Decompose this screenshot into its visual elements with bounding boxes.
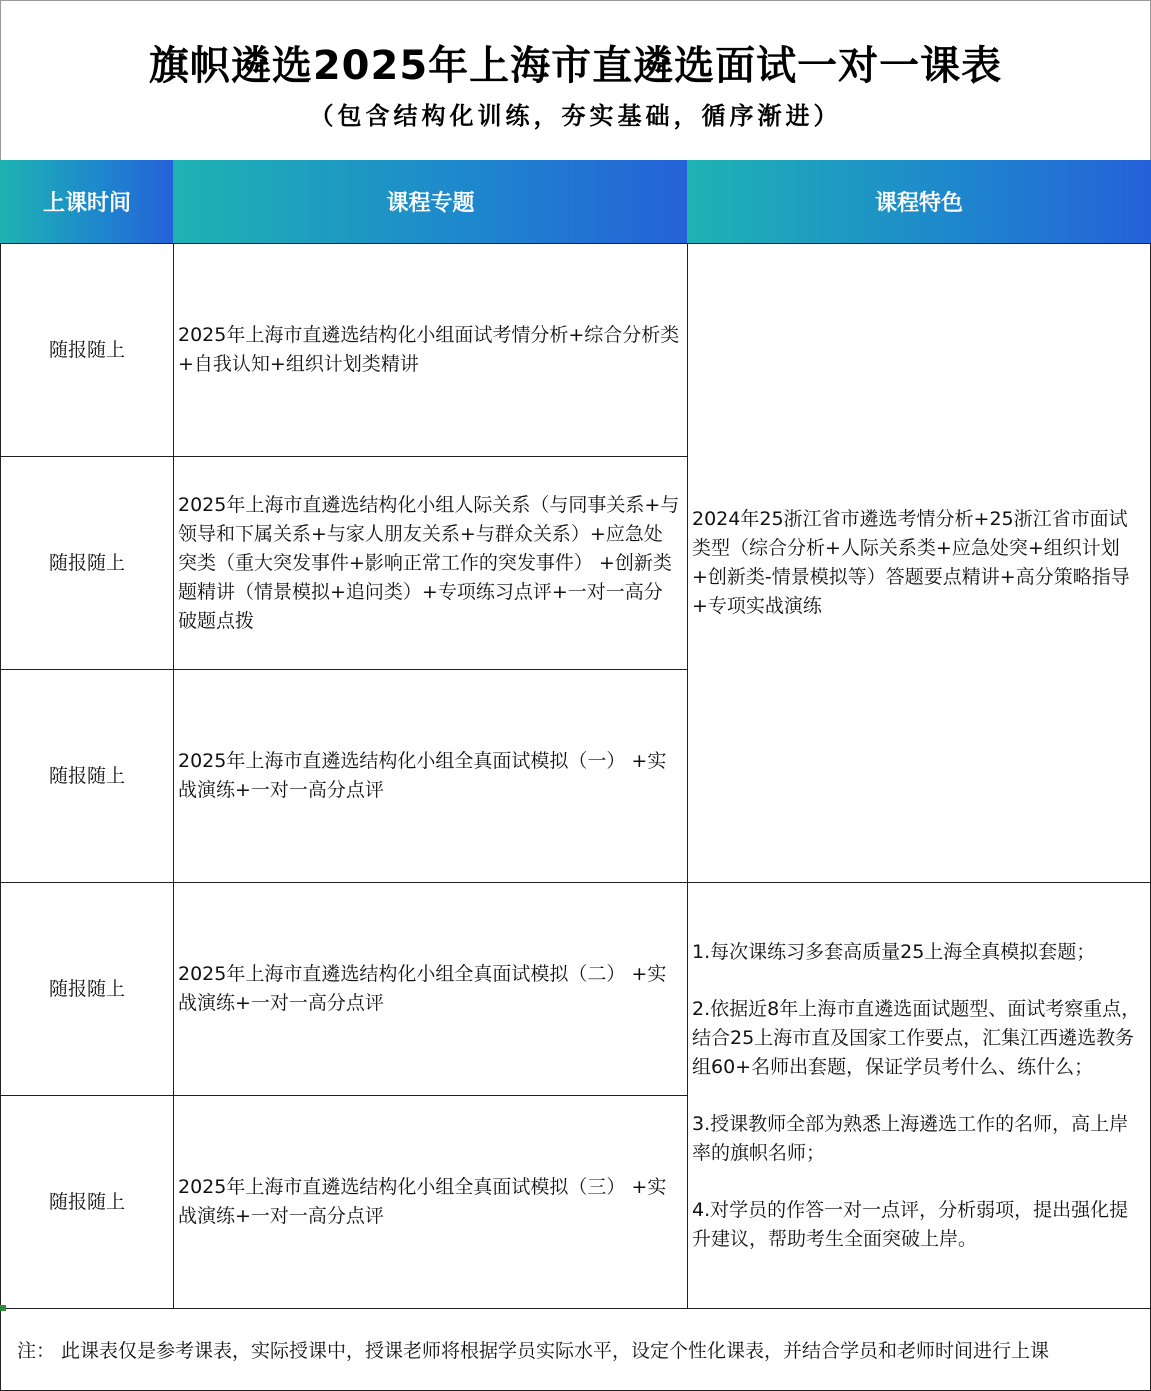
feature-item-2: 2.依据近8年上海市直遴选面试题型、面试考察重点，结合25上海市直及国家工作要点，汇集江西遴选教务组60+名师出套题，保证学员考什么、练什么； xyxy=(692,997,1141,1078)
row-5-topic: 2025年上海市直遴选结构化小组全真面试模拟（三） +实战演练+一对一高分点评 xyxy=(173,1095,688,1309)
row-3-time: 随报随上 xyxy=(0,669,174,883)
feature-block-2 xyxy=(687,882,1151,1309)
cell-corner-marker xyxy=(0,1305,6,1311)
row-1-time: 随报随上 xyxy=(0,243,174,457)
row-5-time: 随报随上 xyxy=(0,1095,174,1309)
row-4-topic: 2025年上海市直遴选结构化小组全真面试模拟（二） +实战演练+一对一高分点评 xyxy=(173,882,688,1096)
feature-item-3: 3.授课教师全部为熟悉上海遴选工作的名师，高上岸率的旗帜名师； xyxy=(692,1112,1129,1164)
feature-item-4: 4.对学员的作答一对一点评，分析弱项，提出强化提升建议，帮助考生全面突破上岸。 xyxy=(692,1198,1129,1250)
page-title: 旗帜遴选2025年上海市直遴选面试一对一课表 xyxy=(148,43,1003,89)
row-1-topic: 2025年上海市直遴选结构化小组面试考情分析+综合分析类+自我认知+组织计划类精讲 xyxy=(173,243,688,457)
header-feature: 课程特色 xyxy=(687,160,1151,243)
row-2-topic: 2025年上海市直遴选结构化小组人际关系（与同事关系+与领导和下属关系+与家人朋友关系+与群众关系）+应急处突类（重大突发事件+影响正常工作的突发事件） +创新类题精讲（情景模拟+追问类）+专项练习点评+一对一高分破题点拨 xyxy=(173,456,688,670)
row-2-time: 随报随上 xyxy=(0,456,174,670)
feature-item-1: 1.每次课练习多套高质量25上海全真模拟套题； xyxy=(692,940,1096,963)
page-subtitle: （包含结构化训练，夯实基础，循序渐进） xyxy=(309,101,842,130)
feature-block-1 xyxy=(687,243,1151,883)
header-time: 上课时间 xyxy=(0,160,174,243)
feature-block-1-text: 2024年25浙江省市遴选考情分析+25浙江省市面试类型（综合分析+人际关系类+应急处突+组织计划+创新类-情景模拟等）答题要点精讲+高分策略指导+专项实战演练 xyxy=(692,508,1130,617)
header-topic: 课程专题 xyxy=(173,160,688,243)
footnote: 注： 此课表仅是参考课表，实际授课中，授课老师将根据学员实际水平，设定个性化课表，并结合学员和老师时间进行上课 xyxy=(0,1308,1151,1391)
feature-list xyxy=(692,938,1142,1254)
row-3-topic: 2025年上海市直遴选结构化小组全真面试模拟（一） +实战演练+一对一高分点评 xyxy=(173,669,688,883)
row-4-time: 随报随上 xyxy=(0,882,174,1096)
